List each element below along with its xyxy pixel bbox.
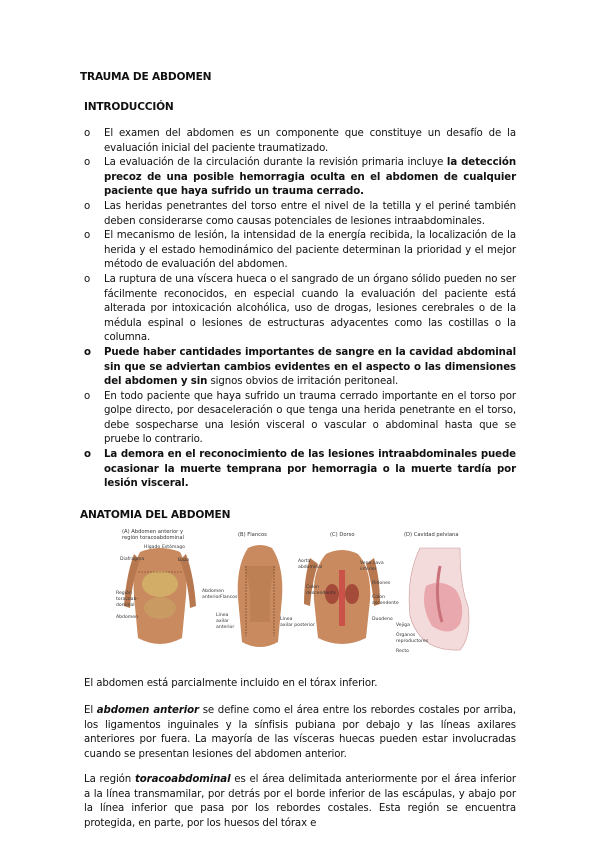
svg-text:Línea: Línea bbox=[216, 613, 229, 618]
list-item: o La ruptura de una víscera hueca o el sangrado de un órgano sólido pueden no ser fácilmente reconocidos, en especial cuando la evaluación del paciente está alterada por intoxicación alcohólica, uso de drogas, lesiones cerebrales o de la médula espinal o lesiones de estructuras adyacentes como las costillas o la columna. bbox=[84, 273, 516, 344]
svg-text:Recto: Recto bbox=[396, 649, 409, 654]
panel-c-title: (C) Dorso bbox=[330, 532, 355, 538]
bullet-marker: o bbox=[84, 390, 91, 402]
svg-text:Abdomen: Abdomen bbox=[202, 589, 224, 594]
bullet-marker: o bbox=[84, 157, 91, 169]
bullet-list bbox=[84, 127, 516, 492]
list-item: o Las heridas penetrantes del torso entre el nivel de la tetilla y el periné también deben considerarse como causas potenciales de lesiones intraabdominales. bbox=[84, 200, 516, 227]
svg-text:Riñones: Riñones bbox=[372, 581, 391, 586]
panel-d-pelvis bbox=[396, 532, 469, 654]
svg-text:Colon: Colon bbox=[372, 595, 386, 600]
svg-text:anterior: anterior bbox=[216, 625, 235, 630]
bullet-marker: o bbox=[84, 128, 91, 139]
panel-b-title: (B) Flancos bbox=[238, 532, 267, 538]
list-item: o El examen del abdomen es un componente que constituye un desafío de la evaluación inicial del paciente traumatizado. bbox=[84, 128, 516, 154]
paragraph-torax: El abdomen está parcialmente incluido en el tórax inferior. bbox=[84, 678, 378, 689]
panel-a-title: (A) Abdomen anterior y bbox=[122, 529, 184, 535]
panel-b-flancos bbox=[216, 532, 315, 647]
organs-a bbox=[142, 571, 178, 597]
document-title: TRAUMA DE ABDOMEN bbox=[80, 71, 212, 83]
svg-text:Duodeno: Duodeno bbox=[372, 617, 393, 622]
bullet-marker: o bbox=[84, 273, 91, 285]
svg-text:descendente: descendente bbox=[306, 591, 336, 596]
list-item: o La evaluación de la circulación durante la revisión primaria incluye la detección precoz de una posible hemorragia oculta en el abdomen de cualquier paciente que haya sufrido un trauma cerrado. bbox=[84, 157, 516, 198]
svg-text:anterior: anterior bbox=[202, 595, 221, 600]
svg-text:reproductores: reproductores bbox=[396, 639, 429, 644]
intestines-a bbox=[144, 597, 176, 619]
panel-d-title: (D) Cavidad pelviana bbox=[404, 532, 459, 538]
section-heading-anatomia: ANATOMIA DEL ABDOMEN bbox=[80, 509, 231, 521]
svg-text:toracoab-: toracoab- bbox=[116, 597, 139, 602]
svg-text:Abdomen: Abdomen bbox=[116, 615, 138, 620]
svg-text:Órganos: Órganos bbox=[396, 633, 416, 638]
bullet-marker: o bbox=[84, 346, 91, 358]
svg-text:Colon: Colon bbox=[306, 585, 320, 590]
panel-a-title-2: región toracoabdominal bbox=[122, 535, 184, 541]
svg-text:Línea: Línea bbox=[280, 617, 293, 622]
svg-text:Región: Región bbox=[116, 591, 132, 596]
list-item: o Puede haber cantidades importantes de sangre en la cavidad abdominal sin que se adviertan cambios evidentes en el aspecto o las dimensiones del abdomen y sin signos obvios de irritación peritoneal. bbox=[84, 346, 516, 388]
aorta-c bbox=[339, 570, 345, 626]
list-item: o El mecanismo de lesión, la intensidad de la energía recibida, la localización de la herida y el estado hemodinámico del paciente determinan la prioridad y el mejor método de evaluación del abdomen. bbox=[84, 230, 516, 271]
svg-text:Diafragma: Diafragma bbox=[120, 557, 145, 562]
kidney-right bbox=[345, 584, 359, 604]
paragraph-region-toracoabdominal: La región toracoabdominal es el área delimitada anteriormente por el área inferior a la línea transmamilar, por detrás por el borde inferior de las escápulas, y abajo por la línea inferior que pasa por los rebordes costales. Esta región se encuentra protegida, en parte, por los huesos del tórax e bbox=[84, 774, 516, 829]
bullet-marker: o bbox=[84, 200, 91, 212]
svg-text:Hígado: Hígado bbox=[144, 545, 161, 550]
anatomy-figure bbox=[116, 526, 480, 668]
panel-a-anterior bbox=[116, 529, 224, 644]
svg-text:abdominal: abdominal bbox=[298, 565, 323, 570]
section-heading-introduccion: INTRODUCCIÓN bbox=[84, 101, 174, 113]
svg-text:axilar: axilar bbox=[216, 619, 229, 624]
list-item: o La demora en el reconocimiento de las lesiones intraabdominales puede ocasionar la muerte temprana por hemorragia o la muerte tardía por lesión visceral. bbox=[84, 449, 516, 490]
svg-text:Estómago: Estómago bbox=[162, 545, 185, 550]
svg-text:axilar posterior: axilar posterior bbox=[280, 623, 315, 628]
svg-text:Bazo: Bazo bbox=[178, 558, 190, 563]
svg-text:dominal: dominal bbox=[116, 603, 135, 608]
bullet-marker: o bbox=[84, 230, 91, 242]
svg-text:ascendente: ascendente bbox=[372, 601, 399, 606]
svg-text:Aorta: Aorta bbox=[298, 559, 311, 564]
bullet-marker: o bbox=[84, 449, 91, 461]
list-item: o En todo paciente que haya sufrido un trauma cerrado importante en el torso por golpe directo, por desaceleración o que tenga una herida penetrante en el torso, debe sospecharse una lesión visceral o vascular o abdominal hasta que se pruebe lo contrario. bbox=[84, 390, 516, 446]
svg-text:Vena cava: Vena cava bbox=[360, 561, 384, 566]
svg-text:inferior: inferior bbox=[360, 567, 377, 572]
svg-text:Vejiga: Vejiga bbox=[396, 623, 410, 628]
svg-text:Flancos: Flancos bbox=[220, 595, 238, 600]
paragraph-abdomen-anterior: El abdomen anterior se define como el área entre los rebordes costales por arriba, los ligamentos inguinales y la sínfisis pubiana por debajo y las líneas axilares anteriores por fuera. La mayoría de las vísceras huecas pueden estar involucradas cuando se presentan lesiones del abdomen anterior. bbox=[84, 705, 516, 760]
